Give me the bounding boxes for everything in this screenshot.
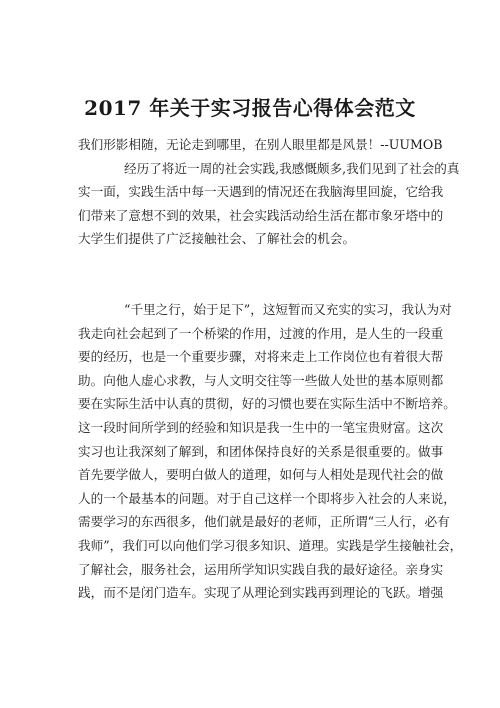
text-line: 要的经历，也是一个重要步骤，对将来走上工作岗位也有着很大帮 bbox=[78, 349, 444, 365]
document-title: 2017 年关于实习报告心得体会范文 bbox=[84, 96, 416, 120]
text-line: 助。向他人虚心求教，与人文明交往等一些做人处世的基本原则都 bbox=[78, 372, 444, 388]
text-line: 实习也让我深刻了解到，和团体保持良好的关系是很重要的。做事 bbox=[78, 443, 444, 459]
text-line: 经历了将近一周的社会实践,我感慨颇多,我们见到了社会的真 bbox=[124, 160, 460, 176]
text-line: 要在实际生活中认真的贯彻，好的习惯也要在实际生活中不断培养。 bbox=[78, 396, 456, 412]
text-line: 了解社会，服务社会，运用所学知识实践自我的最好途径。亲身实 bbox=[78, 561, 444, 577]
paragraph-intro bbox=[78, 133, 443, 157]
paragraph-gap bbox=[78, 251, 428, 298]
text-line: 践，而不是闭门造车。实现了从理论到实践再到理论的飞跃。增强 bbox=[78, 585, 444, 601]
text-line: 这一段时间所学到的经验和知识是我一生中的一笔宝贵财富。这次 bbox=[78, 419, 444, 435]
text-line: 需要学习的东西很多，他们就是最好的老师，正所谓“三人行，必有 bbox=[78, 514, 450, 530]
text-line: “千里之行，始于足下”，这短暂而又充实的实习，我认为对 bbox=[124, 301, 452, 317]
text-line: 们带来了意想不到的效果，社会实践活动给生活在都市象牙塔中的 bbox=[78, 207, 444, 223]
text-line: 我们形影相随，无论走到哪里，在别人眼里都是风景！--UUMOB bbox=[78, 137, 443, 152]
text-line: 实一面，实践生活中每一天遇到的情况还在我脑海里回旋，它给我 bbox=[78, 184, 444, 200]
paragraph-experience bbox=[78, 157, 460, 251]
text-line: 大学生们提供了广泛接触社会、了解社会的机会。 bbox=[78, 231, 356, 247]
text-line: 我师”，我们可以向他们学习很多知识、道理。实践是学生接触社会， bbox=[78, 537, 463, 553]
text-line: 人的一个最基本的问题。对于自己这样一个即将步入社会的人来说， bbox=[78, 490, 456, 506]
document-body bbox=[78, 133, 463, 605]
paragraph-reflection bbox=[78, 298, 463, 605]
text-line: 首先要学做人，要明白做人的道理，如何与人相处是现代社会的做 bbox=[78, 467, 444, 483]
text-line: 我走向社会起到了一个桥梁的作用，过渡的作用，是人生的一段重 bbox=[78, 325, 444, 341]
